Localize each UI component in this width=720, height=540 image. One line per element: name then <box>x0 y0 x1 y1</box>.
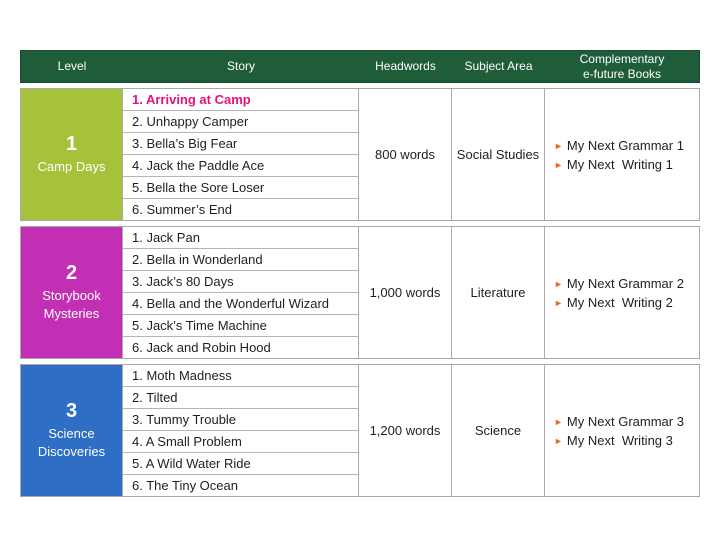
triangle-arrow-icon: ► <box>554 435 563 446</box>
book-title: My Next Grammar 2 <box>566 275 684 291</box>
story-item: 5. Bella the Sore Loser <box>123 177 358 199</box>
book-item <box>554 412 699 431</box>
table-header <box>20 50 700 83</box>
story-item: 2. Unhappy Camper <box>123 111 358 133</box>
book-title: My Next Grammar 3 <box>566 413 684 429</box>
level-block-2 <box>20 226 700 359</box>
level-name <box>42 287 101 322</box>
story-item: 2. Tilted <box>123 387 358 409</box>
story-item: 2. Bella in Wonderland <box>123 249 358 271</box>
story-item: 5. Jack’s Time Machine <box>123 315 358 337</box>
story-item: 3. Tummy Trouble <box>123 409 358 431</box>
triangle-arrow-icon: ► <box>554 297 563 308</box>
story-item: 5. A Wild Water Ride <box>123 453 358 475</box>
story-item: 3. Jack’s 80 Days <box>123 271 358 293</box>
level-cell-1 <box>21 89 123 220</box>
level-number: 2 <box>65 262 78 285</box>
level-number: 1 <box>65 133 78 156</box>
header-complementary-line2: e-future Books <box>582 66 662 81</box>
book-title: My Next Writing 2 <box>566 294 673 310</box>
level-number: 3 <box>65 400 78 423</box>
book-title: My Next Grammar 1 <box>566 137 684 153</box>
story-item: 6. Jack and Robin Hood <box>132 340 271 355</box>
level-name-line: Camp Days <box>37 159 106 175</box>
headwords-cell: 1,000 words <box>359 227 452 358</box>
story-item: 4. A Small Problem <box>123 431 358 453</box>
header-level: Level <box>57 59 87 74</box>
book-title: My Next Writing 1 <box>566 156 673 172</box>
story-item: 4. Bella and the Wonderful Wizard <box>123 293 358 315</box>
story-list <box>123 227 359 358</box>
triangle-arrow-icon: ► <box>554 416 563 427</box>
level-cell-3 <box>21 365 123 496</box>
level-cell-2 <box>21 227 123 358</box>
book-title: My Next Writing 3 <box>566 432 673 448</box>
story-item: 1. Moth Madness <box>123 365 358 387</box>
level-block-3 <box>20 364 700 497</box>
level-name <box>38 158 106 176</box>
book-item <box>554 136 699 155</box>
story-item-highlighted: 1. Arriving at Camp <box>123 89 358 111</box>
level-name-line: Discoveries <box>37 444 106 459</box>
complementary-books-cell <box>545 227 699 358</box>
triangle-arrow-icon: ► <box>554 140 563 151</box>
header-headwords: Headwords <box>375 59 436 74</box>
story-list <box>123 365 359 496</box>
headwords-cell: 800 words <box>359 89 452 220</box>
triangle-arrow-icon: ► <box>554 159 563 170</box>
story-list <box>123 89 359 220</box>
story-item: 3. Bella’s Big Fear <box>123 133 358 155</box>
subject-cell: Science <box>452 365 545 496</box>
story-item: 6. Summer’s End <box>132 202 232 217</box>
header-complementary-books <box>545 51 699 82</box>
story-item: 6. The Tiny Ocean <box>132 478 238 493</box>
complementary-books-cell <box>545 89 699 220</box>
level-name-line: Science <box>48 426 95 442</box>
book-item <box>554 293 699 312</box>
level-name-line: Mysteries <box>43 306 100 321</box>
triangle-arrow-icon: ► <box>554 278 563 289</box>
header-story: Story <box>226 59 255 74</box>
book-item <box>554 431 699 450</box>
headwords-cell: 1,200 words <box>359 365 452 496</box>
book-item <box>554 155 699 174</box>
level-name <box>38 425 105 460</box>
story-item: 1. Jack Pan <box>123 227 358 249</box>
header-complementary-line1: Complementary <box>579 52 665 67</box>
book-item <box>554 274 699 293</box>
complementary-books-cell <box>545 365 699 496</box>
subject-cell: Social Studies <box>452 89 545 220</box>
level-block-1 <box>20 88 700 221</box>
header-subject-area: Subject Area <box>464 59 533 74</box>
level-name-line: Storybook <box>42 288 101 304</box>
story-item: 4. Jack the Paddle Ace <box>123 155 358 177</box>
subject-cell: Literature <box>452 227 545 358</box>
